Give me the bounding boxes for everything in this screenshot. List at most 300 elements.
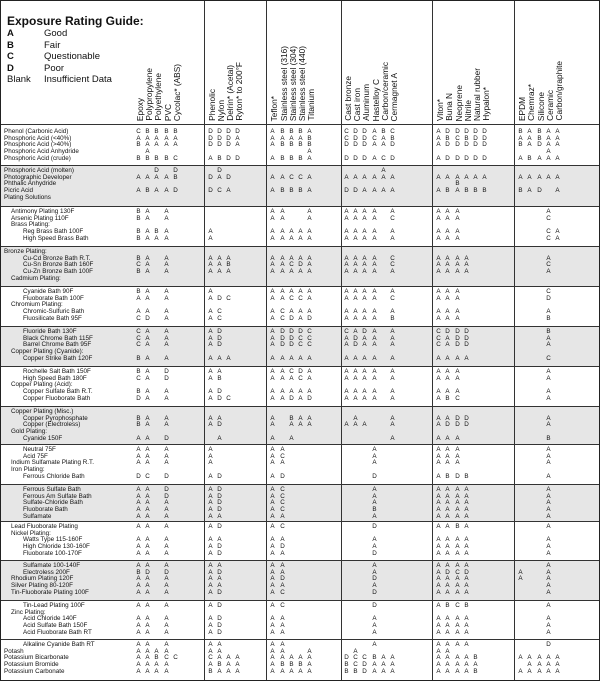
rating-cell: A [145, 536, 150, 544]
rating-cell: A [145, 492, 150, 500]
rating-cell: D [217, 622, 222, 630]
rating-cell: A [445, 314, 450, 322]
rating-cell: C [136, 128, 141, 135]
chemical-label: Phosphoric Acid (crude) [4, 154, 71, 162]
rating-cell: A [145, 328, 150, 335]
rating-cell: A [445, 234, 450, 242]
chemical-label: Phosphoric Acid (>40%) [4, 141, 72, 149]
rating-cell: D [217, 588, 222, 596]
rating-cell: A [307, 294, 312, 302]
rating-cell: B [473, 654, 478, 662]
rating-cell: A [145, 622, 150, 630]
rating-cell: A [307, 661, 312, 669]
rating-cell: A [270, 543, 275, 551]
rating-cell: A [280, 368, 285, 375]
rating-cell: A [226, 187, 231, 195]
column-header: Aluminum [361, 84, 371, 121]
rating-cell: B [136, 388, 141, 396]
legend-meaning: Good [44, 28, 68, 39]
chemical-label: Rhodium Plating 120F [11, 575, 74, 583]
rating-cell: A [280, 173, 285, 181]
rating-cell: A [436, 459, 441, 467]
rating-cell: A [372, 499, 377, 507]
rating-cell: A [280, 261, 285, 269]
rating-cell: A [381, 141, 386, 149]
rating-cell: A [280, 354, 285, 362]
rating-cell: A [164, 141, 169, 149]
rating-cell: A [289, 667, 294, 675]
rating-cell: D [464, 128, 469, 135]
rating-cell: A [307, 388, 312, 396]
chemical-label: Acid Sulfate Bath 150F [23, 622, 88, 630]
rating-cell: A [208, 394, 213, 402]
rating-cell: C [217, 308, 222, 316]
rating-cell: A [208, 575, 213, 583]
rating-cell: A [436, 615, 441, 623]
rating-cell: A [145, 254, 150, 262]
column-header: Cycolac* (ABS) [172, 63, 182, 121]
rating-cell: D [289, 314, 294, 322]
rating-cell: A [136, 536, 141, 544]
rating-cell: A [464, 354, 469, 362]
rating-cell: A [226, 667, 231, 675]
rating-cell: A [270, 214, 275, 222]
rating-cell: A [353, 647, 358, 655]
rating-cell: D [362, 661, 367, 669]
rating-cell: A [436, 622, 441, 630]
rating-cell: A [390, 374, 395, 382]
row-group [1, 560, 599, 600]
rating-cell: A [344, 214, 349, 222]
rating-cell: B [390, 314, 395, 322]
rating-cell: A [546, 523, 551, 530]
rating-cell: A [289, 654, 294, 662]
rating-cell: A [372, 314, 377, 322]
rating-cell: A [390, 208, 395, 215]
rating-cell: A [280, 254, 285, 262]
rating-cell: A [464, 622, 469, 630]
rating-cell: A [307, 354, 312, 362]
rating-cell: A [390, 187, 395, 195]
rating-cell: A [445, 414, 450, 422]
rating-cell: A [390, 268, 395, 276]
legend-code: Blank [7, 74, 31, 85]
rating-cell: B [208, 667, 213, 675]
rating-cell: B [145, 187, 150, 195]
rating-cell: D [226, 128, 231, 135]
rating-cell: A [455, 641, 460, 648]
rating-cell: B [164, 154, 169, 162]
rating-cell: A [289, 354, 294, 362]
rating-cell: A [289, 134, 294, 142]
rating-cell: A [226, 254, 231, 262]
rating-cell: A [372, 261, 377, 269]
rating-cell: A [445, 388, 450, 396]
rating-cell: D [280, 328, 285, 335]
rating-cell: A [208, 628, 213, 636]
chemical-label: Potassium Carbonate [4, 667, 65, 675]
rating-cell: C [455, 568, 460, 576]
rating-cell: B [136, 208, 141, 215]
rating-cell: C [546, 261, 551, 269]
chemical-label: Barrel Chrome Bath 95F [23, 341, 92, 349]
rating-cell: A [372, 187, 377, 195]
rating-cell: A [546, 208, 551, 215]
rating-cell: A [353, 374, 358, 382]
rating-cell: A [436, 368, 441, 375]
rating-cell: A [445, 654, 450, 662]
rating-cell: A [145, 394, 150, 402]
rating-cell: A [381, 187, 386, 195]
rating-cell: C [307, 341, 312, 349]
rating-cell: A [464, 173, 469, 181]
rating-cell: A [280, 234, 285, 242]
rating-cell: B [136, 154, 141, 162]
rating-cell: A [344, 314, 349, 322]
rating-cell: A [482, 173, 487, 181]
rating-cell: C [136, 328, 141, 335]
column-header: EPDM [517, 97, 527, 121]
rating-cell: A [436, 575, 441, 583]
rating-cell: C [280, 308, 285, 316]
rating-cell: A [436, 499, 441, 507]
rating-cell: A [208, 602, 213, 609]
rating-cell: B [390, 134, 395, 142]
rating-cell: A [445, 575, 450, 583]
rating-cell: A [298, 268, 303, 276]
rating-cell: A [555, 173, 560, 181]
rating-cell: D [145, 568, 150, 576]
rating-cell: C [217, 314, 222, 322]
rating-cell: A [362, 388, 367, 396]
rating-cell: A [455, 615, 460, 623]
rating-cell: A [455, 512, 460, 520]
rating-cell: A [353, 368, 358, 375]
rating-cell: A [298, 654, 303, 662]
row-group [1, 246, 599, 286]
column-header: Carbon/graphite [554, 61, 564, 121]
rating-cell: A [464, 536, 469, 544]
rating-cell: A [145, 294, 150, 302]
rating-cell: A [344, 368, 349, 375]
rating-cell: A [390, 394, 395, 402]
rating-cell: A [136, 512, 141, 520]
rating-cell: A [164, 288, 169, 295]
rating-cell: A [208, 568, 213, 576]
rating-cell: C [390, 261, 395, 269]
rating-cell: A [145, 506, 150, 514]
rating-cell: A [344, 228, 349, 236]
rating-cell: A [455, 459, 460, 467]
rating-cell: D [217, 472, 222, 480]
rating-cell: A [164, 261, 169, 269]
rating-cell: A [436, 472, 441, 480]
rating-cell: B [372, 506, 377, 514]
chemical-label: High Speed Bath 180F [23, 374, 87, 382]
rating-cell: A [307, 154, 312, 162]
rating-cell: B [464, 472, 469, 480]
rating-cell: D [445, 154, 450, 162]
rating-cell: D [164, 374, 169, 382]
rating-cell: B [145, 128, 150, 135]
rating-cell: D [217, 128, 222, 135]
rating-cell: A [436, 268, 441, 276]
rating-cell: A [270, 261, 275, 269]
material-column-headers [129, 1, 599, 124]
rating-cell: C [280, 486, 285, 493]
rating-cell: A [546, 602, 551, 609]
rating-cell: C [362, 654, 367, 662]
rating-cell: A [372, 622, 377, 630]
rating-cell: A [445, 354, 450, 362]
rating-cell: A [145, 414, 150, 422]
rating-cell: A [217, 667, 222, 675]
rating-cell: A [362, 294, 367, 302]
legend-item [7, 28, 132, 40]
rating-cell: A [280, 214, 285, 222]
rating-cell: C [226, 394, 231, 402]
rating-cell: A [464, 628, 469, 636]
rating-cell: A [455, 562, 460, 569]
rating-cell: A [546, 582, 551, 590]
rating-cell: D [464, 334, 469, 342]
rating-cell: C [390, 294, 395, 302]
chemical-label: Antimony Plating 130F [11, 208, 75, 215]
rating-cell: A [217, 354, 222, 362]
legend-code: A [7, 28, 14, 39]
rating-cell: C [455, 134, 460, 142]
rating-cell: A [372, 394, 377, 402]
chemical-label: Phosphoric Acid (molten) [4, 167, 74, 174]
rating-cell: D [217, 388, 222, 396]
rating-cell: A [145, 543, 150, 551]
rating-cell: A [455, 588, 460, 596]
rating-cell: D [362, 154, 367, 162]
column-divider [341, 1, 342, 680]
chemical-label: Zinc Plating: [11, 608, 46, 616]
rating-cell: A [136, 452, 141, 460]
rating-cell: A [455, 549, 460, 557]
row-group [1, 406, 599, 444]
rating-cell: A [298, 388, 303, 396]
rating-cell: A [390, 288, 395, 295]
rating-cell: A [436, 486, 441, 493]
rating-cell: A [235, 661, 240, 669]
rating-cell: A [436, 234, 441, 242]
rating-cell: A [280, 582, 285, 590]
rating-cell: D [164, 434, 169, 442]
chemical-label: Bronze Plating: [4, 248, 47, 255]
rating-cell: A [344, 421, 349, 429]
rating-cell: A [353, 254, 358, 262]
rating-cell: A [372, 492, 377, 500]
rating-cell: A [445, 294, 450, 302]
rating-cell: A [546, 562, 551, 569]
rating-cell: C [136, 374, 141, 382]
rating-cell: D [473, 141, 478, 149]
rating-cell: B [280, 661, 285, 669]
rating-cell: A [372, 208, 377, 215]
rating-cell: A [372, 661, 377, 669]
rating-cell: B [445, 602, 450, 609]
rating-cell: C [280, 499, 285, 507]
rating-cell: A [546, 615, 551, 623]
rating-cell: D [455, 334, 460, 342]
rating-cell: D [455, 128, 460, 135]
rating-cell: D [344, 154, 349, 162]
rating-cell: A [436, 254, 441, 262]
rating-cell: A [455, 294, 460, 302]
rating-cell: A [289, 388, 294, 396]
rating-cell: A [455, 446, 460, 453]
chemical-label: Tin-Fluoborate Plating 100F [11, 588, 89, 596]
rating-cell: A [217, 268, 222, 276]
legend-item [7, 51, 132, 63]
rating-cell: A [390, 368, 395, 375]
rating-cell: A [217, 261, 222, 269]
rating-cell: A [344, 394, 349, 402]
rating-cell: A [362, 261, 367, 269]
rating-cell: D [464, 328, 469, 335]
rating-cell: A [527, 187, 532, 195]
rating-cell: A [270, 661, 275, 669]
rating-cell: A [280, 641, 285, 648]
rating-cell: A [208, 374, 213, 382]
rating-cell: B [518, 141, 523, 149]
rating-cell: A [518, 575, 523, 583]
rating-cell: A [208, 472, 213, 480]
rating-cell: A [270, 254, 275, 262]
rating-cell: A [344, 308, 349, 316]
rating-cell: B [289, 128, 294, 135]
rating-cell: A [270, 187, 275, 195]
rating-cell: A [445, 254, 450, 262]
rating-cell: A [546, 452, 551, 460]
rating-cell: D [235, 128, 240, 135]
rating-cell: A [164, 341, 169, 349]
row-group [1, 286, 599, 326]
chemical-label: Cu-Zn Bronze Bath 100F [23, 268, 94, 276]
column-header: Phenolic [207, 89, 217, 121]
rating-cell: A [270, 128, 275, 135]
chemical-label: High Speed Brass Bath [23, 234, 89, 242]
rating-cell: D [217, 328, 222, 335]
rating-cell: D [464, 414, 469, 422]
rating-cell: A [208, 341, 213, 349]
rating-cell: A [555, 128, 560, 135]
rating-cell: D [208, 128, 213, 135]
rating-cell: A [436, 661, 441, 669]
rating-cell: A [307, 228, 312, 236]
chemical-label: Acid 75F [23, 452, 48, 460]
rating-cell: A [464, 575, 469, 583]
row-group [1, 484, 599, 521]
rating-cell: A [136, 641, 141, 648]
rating-cell: A [235, 654, 240, 662]
rating-cell: B [298, 141, 303, 149]
rating-cell: A [145, 374, 150, 382]
rating-cell: A [546, 506, 551, 514]
rating-cell: D [136, 394, 141, 402]
rating-cell: A [270, 414, 275, 422]
rating-cell: D [173, 167, 178, 174]
rating-cell: A [270, 492, 275, 500]
rating-cell: A [372, 228, 377, 236]
rating-cell: A [145, 575, 150, 583]
rating-cell: A [445, 661, 450, 669]
rating-cell: C [280, 314, 285, 322]
rating-cell: A [464, 543, 469, 551]
rating-cell: A [381, 654, 386, 662]
rating-cell: A [208, 388, 213, 396]
rating-cell: A [436, 434, 441, 442]
chemical-label: Potassium Bicarbonate [4, 654, 69, 662]
rating-cell: A [445, 341, 450, 349]
rating-cell: A [445, 628, 450, 636]
rating-cell: A [372, 667, 377, 675]
rating-cell: D [344, 654, 349, 662]
rating-cell: A [298, 314, 303, 322]
rating-cell: A [546, 154, 551, 162]
rating-cell: B [136, 568, 141, 576]
rating-cell: A [518, 568, 523, 576]
rating-cell: A [270, 654, 275, 662]
rating-cell: A [145, 562, 150, 569]
rating-cell: A [270, 208, 275, 215]
rating-cell: B [518, 128, 523, 135]
rating-cell: A [455, 214, 460, 222]
rating-cell: A [145, 512, 150, 520]
rating-cell: A [546, 414, 551, 422]
exposure-rating-legend [7, 14, 144, 86]
rating-cell: C [280, 602, 285, 609]
rating-cell: D [217, 499, 222, 507]
rating-cell: A [208, 549, 213, 557]
rating-cell: A [270, 472, 275, 480]
rating-cell: A [436, 446, 441, 453]
rating-cell: A [307, 308, 312, 316]
rating-cell: A [270, 506, 275, 514]
rating-cell: A [145, 368, 150, 375]
rating-cell: D [362, 141, 367, 149]
chemical-label: Rochelle Salt Bath 150F [23, 368, 91, 375]
rating-cell: D [173, 187, 178, 195]
rating-cell: A [390, 661, 395, 669]
rating-cell: A [527, 173, 532, 181]
rating-cell: A [436, 654, 441, 662]
rating-cell: A [445, 459, 450, 467]
rating-cell: C [289, 173, 294, 181]
rating-cell: A [537, 654, 542, 662]
chemical-label: Chromium Plating: [11, 301, 63, 309]
rating-cell: A [217, 562, 222, 569]
chemical-label: Watts Type 115-160F [23, 536, 83, 544]
rating-cell: B [455, 523, 460, 530]
chemical-label: Copper Fluoborate Bath [23, 394, 91, 402]
rating-cell: A [270, 334, 275, 342]
rating-cell: C [298, 374, 303, 382]
chemical-label: Copper Pyrophosphate [23, 414, 88, 422]
rating-cell: A [145, 141, 150, 149]
rating-cell: A [546, 654, 551, 662]
rating-cell: C [390, 128, 395, 135]
rating-cell: A [436, 173, 441, 181]
rating-cell: A [455, 268, 460, 276]
rating-cell: A [527, 654, 532, 662]
rating-cell: A [445, 308, 450, 316]
rating-cell: A [455, 536, 460, 544]
rating-cell: A [270, 421, 275, 429]
